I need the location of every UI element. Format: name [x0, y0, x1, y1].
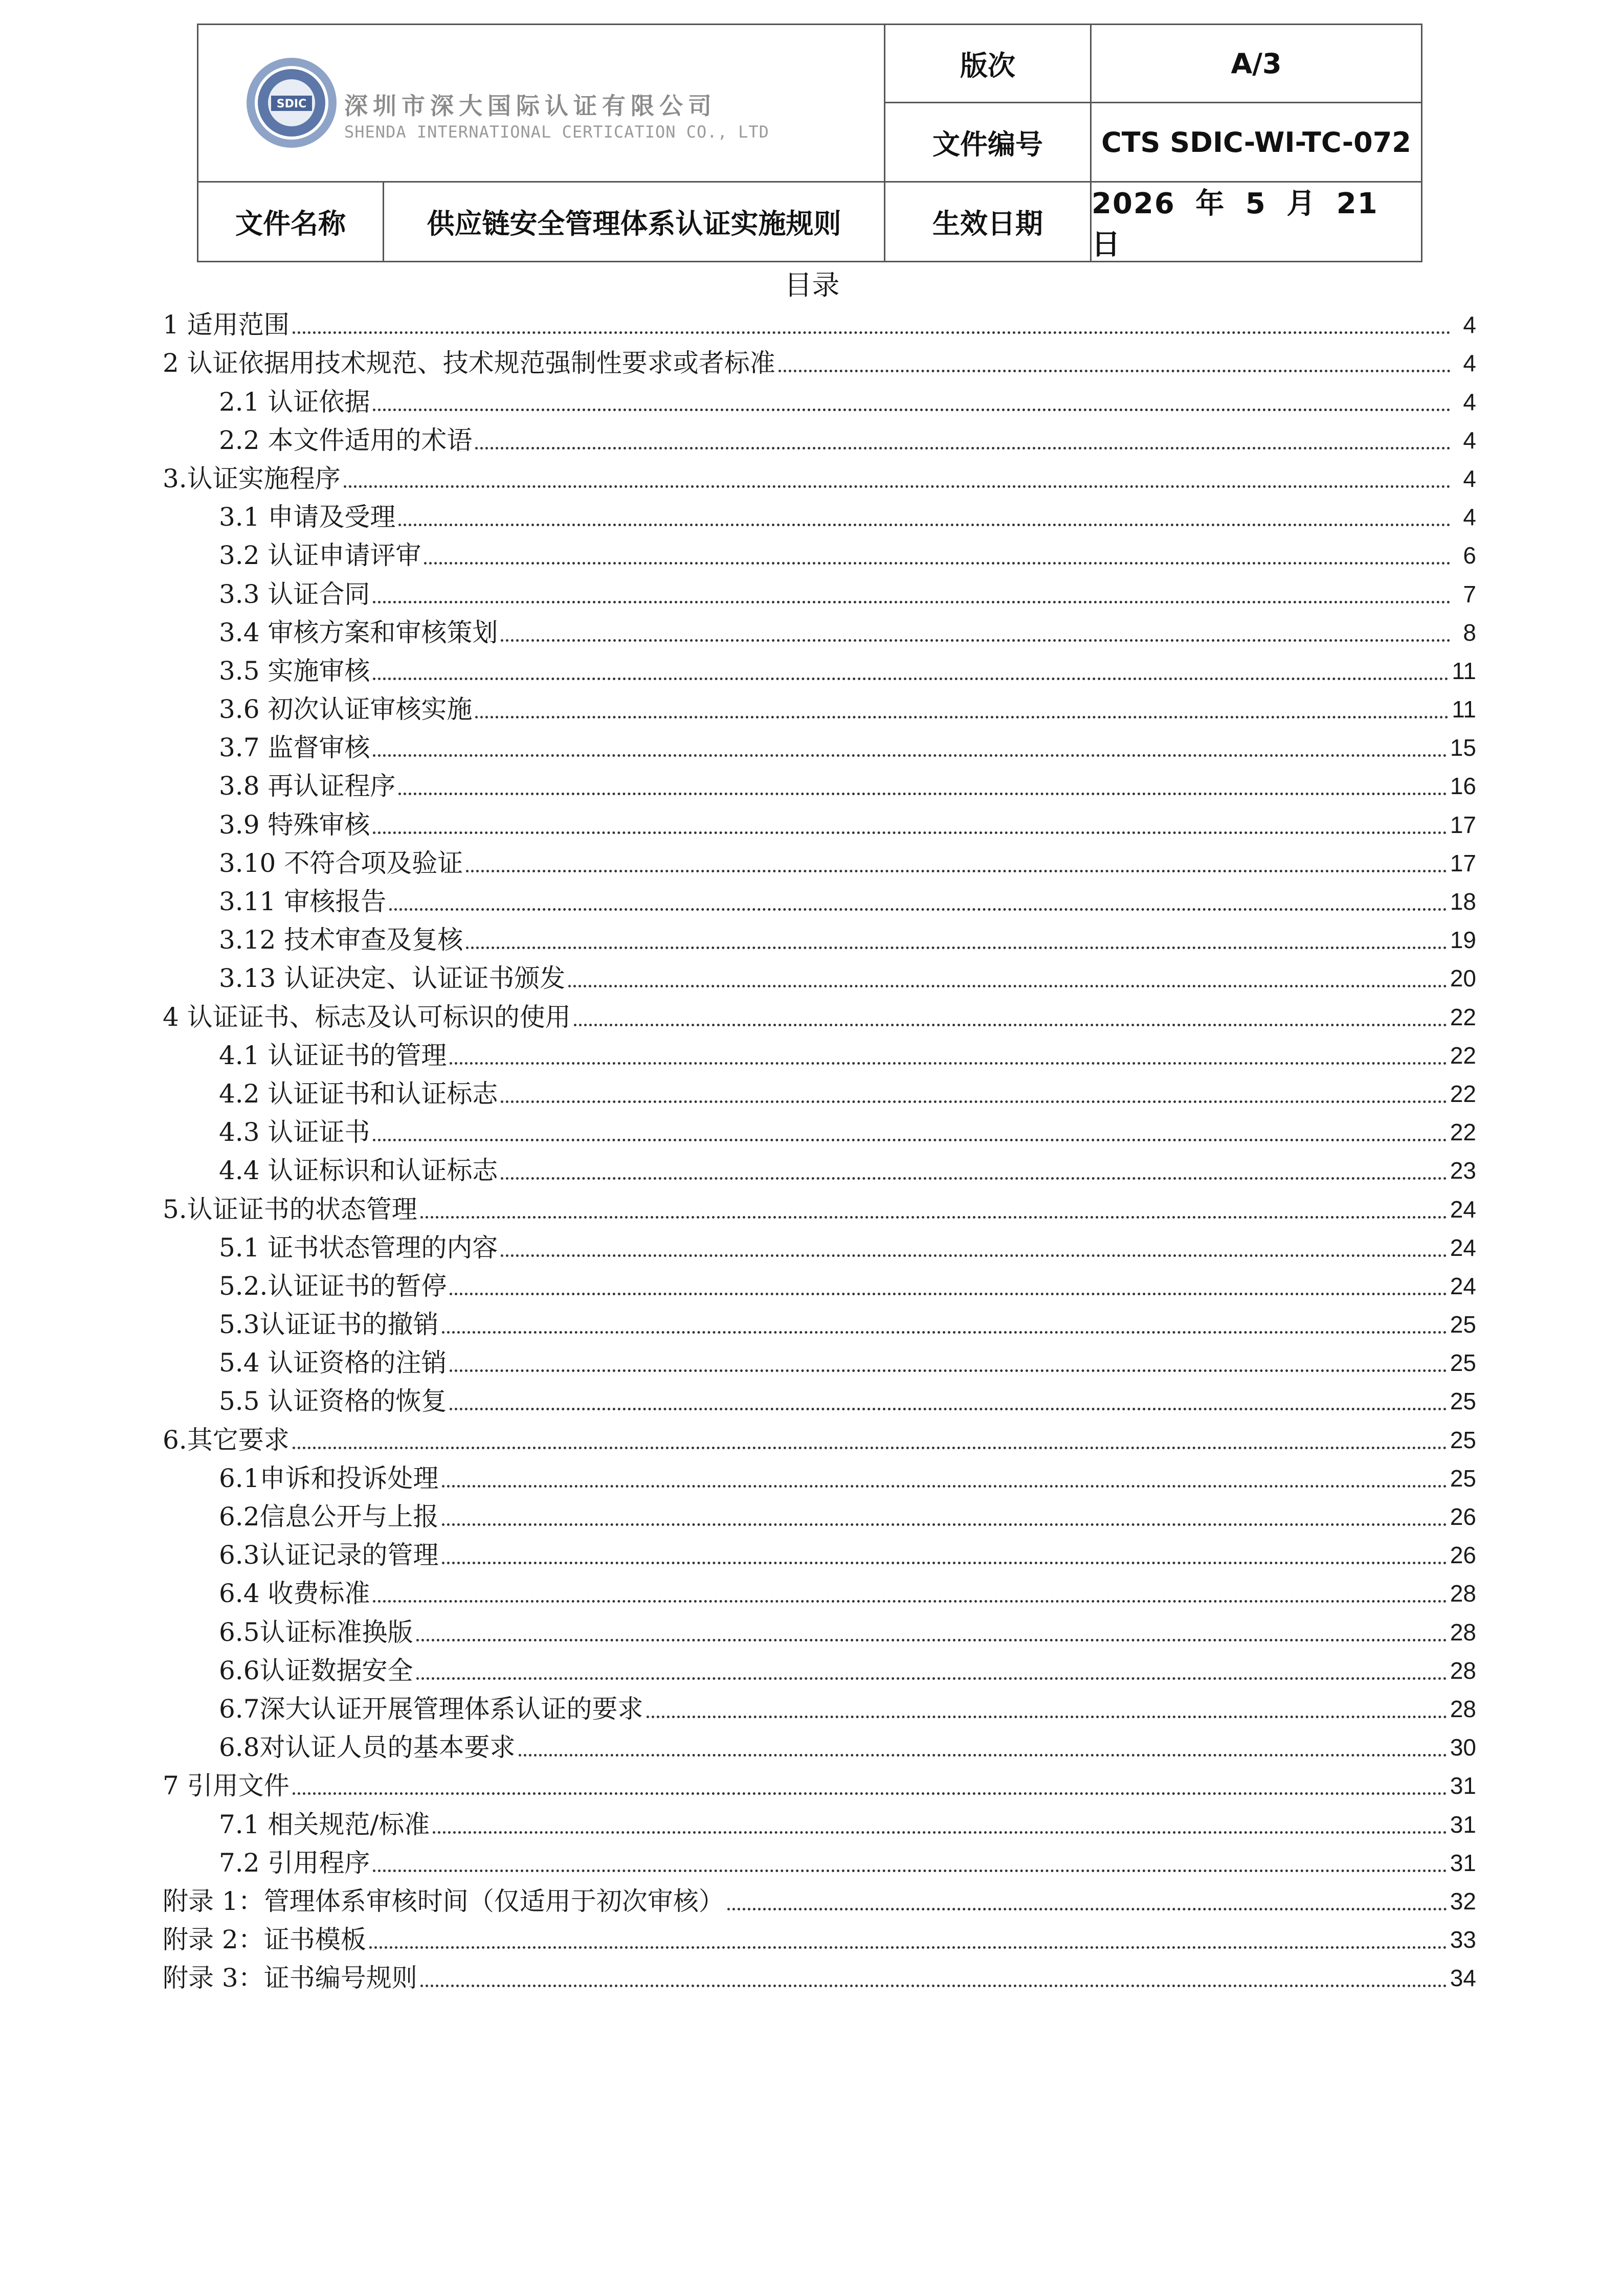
- toc-dot-leader: [293, 331, 1451, 334]
- toc-entry-label: 6.1申诉和投诉处理: [219, 1462, 439, 1495]
- toc-entry[interactable]: [163, 1725, 1476, 1764]
- toc-entry[interactable]: [163, 1302, 1476, 1341]
- toc-entry-label: 1 适用范围: [163, 308, 290, 341]
- toc-dot-leader: [420, 1216, 1447, 1219]
- toc-entry[interactable]: [163, 841, 1476, 880]
- toc-entry-label: 6.4 收费标准: [219, 1577, 370, 1610]
- toc-entry-label: 5.2.认证证书的暂停: [219, 1270, 447, 1302]
- toc-entry[interactable]: [163, 1841, 1476, 1879]
- doc-number-label: 文件编号: [932, 128, 1043, 161]
- toc-entry-page: 25: [1450, 1311, 1476, 1338]
- sdic-seal-icon: [244, 56, 339, 150]
- toc-entry[interactable]: [163, 303, 1476, 341]
- toc-entry-page: 28: [1450, 1580, 1476, 1607]
- toc-dot-leader: [373, 754, 1447, 757]
- toc-entry[interactable]: [163, 880, 1476, 918]
- toc-dot-leader: [389, 908, 1447, 911]
- doc-name-label: 文件名称: [235, 208, 346, 240]
- toc-entry-label: 7 引用文件: [163, 1769, 290, 1802]
- toc-entry-label: 6.6认证数据安全: [219, 1654, 413, 1687]
- toc-entry-page: 17: [1450, 849, 1476, 876]
- toc-entry-page: 22: [1450, 1080, 1476, 1107]
- toc-entry-page: 31: [1450, 1772, 1476, 1799]
- toc-entry-label: 3.7 监督审核: [219, 731, 370, 764]
- toc-entry-label: 4 认证证书、标志及认可标识的使用: [163, 1001, 571, 1033]
- toc-dot-leader: [466, 947, 1447, 949]
- toc-entry-page: 8: [1463, 619, 1476, 646]
- toc-entry-page: 17: [1450, 811, 1476, 838]
- toc-entry[interactable]: [163, 533, 1476, 572]
- toc-entry-page: 28: [1450, 1657, 1476, 1684]
- toc-entry-page: 23: [1450, 1157, 1476, 1184]
- toc-entry-label: 5.1 证书状态管理的内容: [219, 1231, 498, 1264]
- toc-entry-page: 26: [1450, 1503, 1476, 1530]
- toc-dot-leader: [373, 1870, 1447, 1872]
- toc-entry-label: 附录 1：管理体系审核时间（仅适用于初次审核）: [163, 1885, 724, 1918]
- toc-entry-page: 24: [1450, 1272, 1476, 1299]
- toc-dot-leader: [727, 1908, 1447, 1910]
- toc-dot-leader: [501, 1177, 1447, 1180]
- toc-entry[interactable]: [163, 802, 1476, 841]
- toc-entry-page: 28: [1450, 1695, 1476, 1722]
- toc-entry[interactable]: [163, 1379, 1476, 1417]
- toc-entry-page: 22: [1450, 1003, 1476, 1030]
- toc-entry-label: 5.4 认证资格的注销: [219, 1346, 447, 1379]
- toc-entry-label: 附录 2：证书模板: [163, 1923, 366, 1956]
- toc-entry-label: 附录 3：证书编号规则: [163, 1962, 417, 1994]
- toc-entry-page: 18: [1450, 888, 1476, 915]
- toc-dot-leader: [433, 1831, 1447, 1834]
- toc-dot-leader: [450, 1062, 1447, 1065]
- version-value: A/3: [1231, 47, 1282, 80]
- toc-entry[interactable]: [163, 995, 1476, 1033]
- toc-entry-page: 25: [1450, 1426, 1476, 1453]
- toc-dot-leader: [778, 370, 1451, 372]
- toc-dot-leader: [416, 1677, 1447, 1680]
- toc-entry-page: 15: [1450, 734, 1476, 761]
- toc-entry[interactable]: [163, 1495, 1476, 1533]
- toc-dot-leader: [416, 1639, 1447, 1641]
- effective-date-label: 生效日期: [932, 208, 1043, 240]
- toc-dot-leader: [344, 485, 1451, 488]
- toc-entry[interactable]: [163, 1918, 1476, 1956]
- toc-dot-leader: [293, 1447, 1447, 1449]
- toc-entry-label: 3.8 再认证程序: [219, 770, 395, 802]
- toc-entry[interactable]: [163, 1226, 1476, 1264]
- toc-entry-label: 3.认证实施程序: [163, 462, 341, 495]
- toc-entry[interactable]: [163, 1687, 1476, 1725]
- toc-entry-page: 16: [1450, 773, 1476, 800]
- toc-entry-page: 34: [1450, 1965, 1476, 1992]
- toc-dot-leader: [450, 1293, 1447, 1295]
- toc-dot-leader: [398, 524, 1451, 526]
- toc-entry-page: 22: [1450, 1042, 1476, 1069]
- toc-entry[interactable]: [163, 1610, 1476, 1648]
- toc-dot-leader: [647, 1716, 1447, 1718]
- toc-dot-leader: [369, 1946, 1447, 1949]
- toc-entry[interactable]: [163, 1533, 1476, 1571]
- toc-dot-leader: [442, 1562, 1447, 1564]
- toc-dot-leader: [420, 1985, 1447, 1987]
- toc-entry[interactable]: [163, 611, 1476, 649]
- toc-entry-label: 2.2 本文件适用的术语: [219, 424, 472, 457]
- toc-entry[interactable]: [163, 1879, 1476, 1918]
- toc-entry-page: 25: [1450, 1465, 1476, 1492]
- toc-entry-label: 3.10 不符合项及验证: [219, 847, 463, 880]
- toc-entry-page: 26: [1450, 1542, 1476, 1569]
- toc-entry-label: 3.12 技术审查及复核: [219, 924, 463, 956]
- company-name-cn: 深圳市深大国际认证有限公司: [344, 92, 717, 120]
- toc-entry-page: 4: [1463, 311, 1476, 339]
- toc-entry-page: 25: [1450, 1349, 1476, 1377]
- toc-entry-page: 31: [1450, 1849, 1476, 1876]
- toc-entry[interactable]: [163, 1956, 1476, 1994]
- toc-entry[interactable]: [163, 1417, 1476, 1456]
- svg-text:SDIC: SDIC: [276, 98, 307, 110]
- toc-entry-page: 11: [1452, 657, 1476, 684]
- toc-entry-label: 4.4 认证标识和认证标志: [219, 1154, 498, 1187]
- toc-entry[interactable]: [163, 1341, 1476, 1379]
- toc-entry[interactable]: [163, 1072, 1476, 1110]
- toc-dot-leader: [475, 447, 1451, 449]
- toc-entry-page: 20: [1450, 965, 1476, 992]
- toc-entry-label: 6.2信息公开与上报: [219, 1500, 439, 1533]
- toc-entry-page: 30: [1450, 1734, 1476, 1761]
- toc-entry[interactable]: [163, 1764, 1476, 1802]
- toc-entry-page: 4: [1463, 426, 1476, 454]
- toc-dot-leader: [373, 409, 1451, 411]
- toc-entry[interactable]: [163, 956, 1476, 995]
- toc-entry[interactable]: [163, 1033, 1476, 1072]
- toc-entry-page: 24: [1450, 1234, 1476, 1261]
- toc-entry[interactable]: [163, 457, 1476, 495]
- company-logo: [244, 56, 909, 158]
- company-name-en: SHENDA INTERNATIONAL CERTICATION CO., LTD: [344, 122, 769, 142]
- toc-entry-page: 22: [1450, 1119, 1476, 1146]
- toc-entry-label: 5.认证证书的状态管理: [163, 1193, 417, 1226]
- toc-entry[interactable]: [163, 918, 1476, 956]
- toc-entry[interactable]: [163, 1110, 1476, 1149]
- toc-dot-leader: [398, 793, 1447, 795]
- toc-dot-leader: [501, 1100, 1447, 1103]
- toc-entry-page: 25: [1450, 1388, 1476, 1415]
- toc-entry[interactable]: [163, 1649, 1476, 1687]
- toc-dot-leader: [519, 1754, 1447, 1757]
- toc-entry[interactable]: [163, 726, 1476, 764]
- toc-dot-leader: [442, 1331, 1447, 1334]
- toc-entry-page: 31: [1450, 1811, 1476, 1838]
- toc-dot-leader: [442, 1523, 1447, 1526]
- toc-entry-page: 33: [1450, 1926, 1476, 1953]
- toc-entry-label: 6.其它要求: [163, 1424, 290, 1456]
- version-label: 版次: [960, 49, 1015, 82]
- toc-entry-page: 4: [1463, 388, 1476, 415]
- toc-entry-label: 6.3认证记录的管理: [219, 1539, 439, 1571]
- toc-entry[interactable]: [163, 649, 1476, 687]
- toc-entry-label: 6.7深大认证开展管理体系认证的要求: [219, 1693, 643, 1725]
- toc-entry-page: 28: [1450, 1618, 1476, 1646]
- toc-entry-label: 3.9 特殊审核: [219, 808, 370, 841]
- toc-dot-leader: [450, 1408, 1447, 1410]
- toc-entry-label: 3.4 审核方案和审核策划: [219, 616, 498, 649]
- toc-entry-label: 7.1 相关规范/标准: [219, 1808, 430, 1841]
- toc-entry-label: 3.6 初次认证审核实施: [219, 693, 472, 726]
- toc-entry[interactable]: [163, 379, 1476, 418]
- toc-entry-page: 4: [1463, 504, 1476, 531]
- toc-entry-page: 6: [1463, 542, 1476, 569]
- toc-dot-leader: [568, 985, 1447, 987]
- toc-entry-label: 2.1 认证依据: [219, 386, 370, 418]
- toc-entry[interactable]: [163, 1264, 1476, 1302]
- toc-dot-leader: [424, 562, 1451, 565]
- toc-entry-label: 4.2 认证证书和认证标志: [219, 1077, 498, 1110]
- toc-entry-label: 3.1 申请及受理: [219, 501, 395, 533]
- toc-entry-label: 7.2 引用程序: [219, 1847, 370, 1879]
- toc-title: 目录: [784, 269, 840, 301]
- toc-entry-label: 3.3 认证合同: [219, 578, 370, 611]
- doc-name-value: 供应链安全管理体系认证实施规则: [427, 208, 841, 240]
- toc-entry-label: 3.11 审核报告: [219, 885, 386, 918]
- toc-entry-label: 6.5认证标准换版: [219, 1616, 413, 1649]
- toc-entry[interactable]: [163, 1187, 1476, 1225]
- toc-entry-page: 32: [1450, 1887, 1476, 1915]
- toc-entry-label: 5.5 认证资格的恢复: [219, 1385, 447, 1417]
- toc-entry[interactable]: [163, 495, 1476, 533]
- toc-entry-page: 24: [1450, 1196, 1476, 1223]
- document-header-table: [197, 24, 1422, 262]
- toc-dot-leader: [501, 1254, 1447, 1257]
- toc-dot-leader: [466, 870, 1447, 872]
- table-of-contents: [163, 303, 1476, 1994]
- toc-dot-leader: [373, 678, 1449, 680]
- toc-entry-label: 2 认证依据用技术规范、技术规范强制性要求或者标准: [163, 347, 775, 379]
- toc-entry-label: 6.8对认证人员的基本要求: [219, 1731, 516, 1764]
- toc-dot-leader: [373, 601, 1451, 603]
- toc-entry[interactable]: [163, 1571, 1476, 1610]
- toc-entry-page: 4: [1463, 350, 1476, 377]
- toc-entry[interactable]: [163, 1802, 1476, 1840]
- toc-dot-leader: [450, 1369, 1447, 1372]
- toc-dot-leader: [373, 1600, 1447, 1603]
- effective-date-value: 2026 年 5 月 21 日: [1092, 187, 1378, 261]
- toc-entry[interactable]: [163, 687, 1476, 726]
- toc-entry[interactable]: [163, 1456, 1476, 1495]
- toc-entry[interactable]: [163, 764, 1476, 802]
- toc-dot-leader: [442, 1485, 1447, 1488]
- toc-dot-leader: [574, 1024, 1447, 1026]
- toc-entry-page: 4: [1463, 465, 1476, 492]
- toc-dot-leader: [501, 639, 1451, 642]
- toc-entry[interactable]: [163, 572, 1476, 610]
- toc-dot-leader: [475, 716, 1449, 718]
- toc-entry-label: 4.1 认证证书的管理: [219, 1039, 447, 1072]
- toc-entry-label: 4.3 认证证书: [219, 1116, 370, 1149]
- toc-dot-leader: [373, 831, 1447, 834]
- toc-entry-page: 7: [1463, 580, 1476, 607]
- toc-entry[interactable]: [163, 418, 1476, 457]
- toc-dot-leader: [293, 1792, 1447, 1795]
- toc-entry-label: 3.2 认证申请评审: [219, 539, 421, 572]
- toc-dot-leader: [373, 1139, 1447, 1141]
- toc-entry-page: 11: [1452, 696, 1476, 723]
- toc-entry[interactable]: [163, 1149, 1476, 1187]
- toc-entry-page: 19: [1450, 927, 1476, 954]
- toc-entry-label: 5.3认证证书的撤销: [219, 1308, 439, 1341]
- toc-entry[interactable]: [163, 341, 1476, 379]
- toc-entry-label: 3.13 认证决定、认证证书颁发: [219, 962, 565, 995]
- doc-number-value: CTS SDIC-WI-TC-072: [1101, 126, 1411, 159]
- toc-entry-label: 3.5 实施审核: [219, 655, 370, 687]
